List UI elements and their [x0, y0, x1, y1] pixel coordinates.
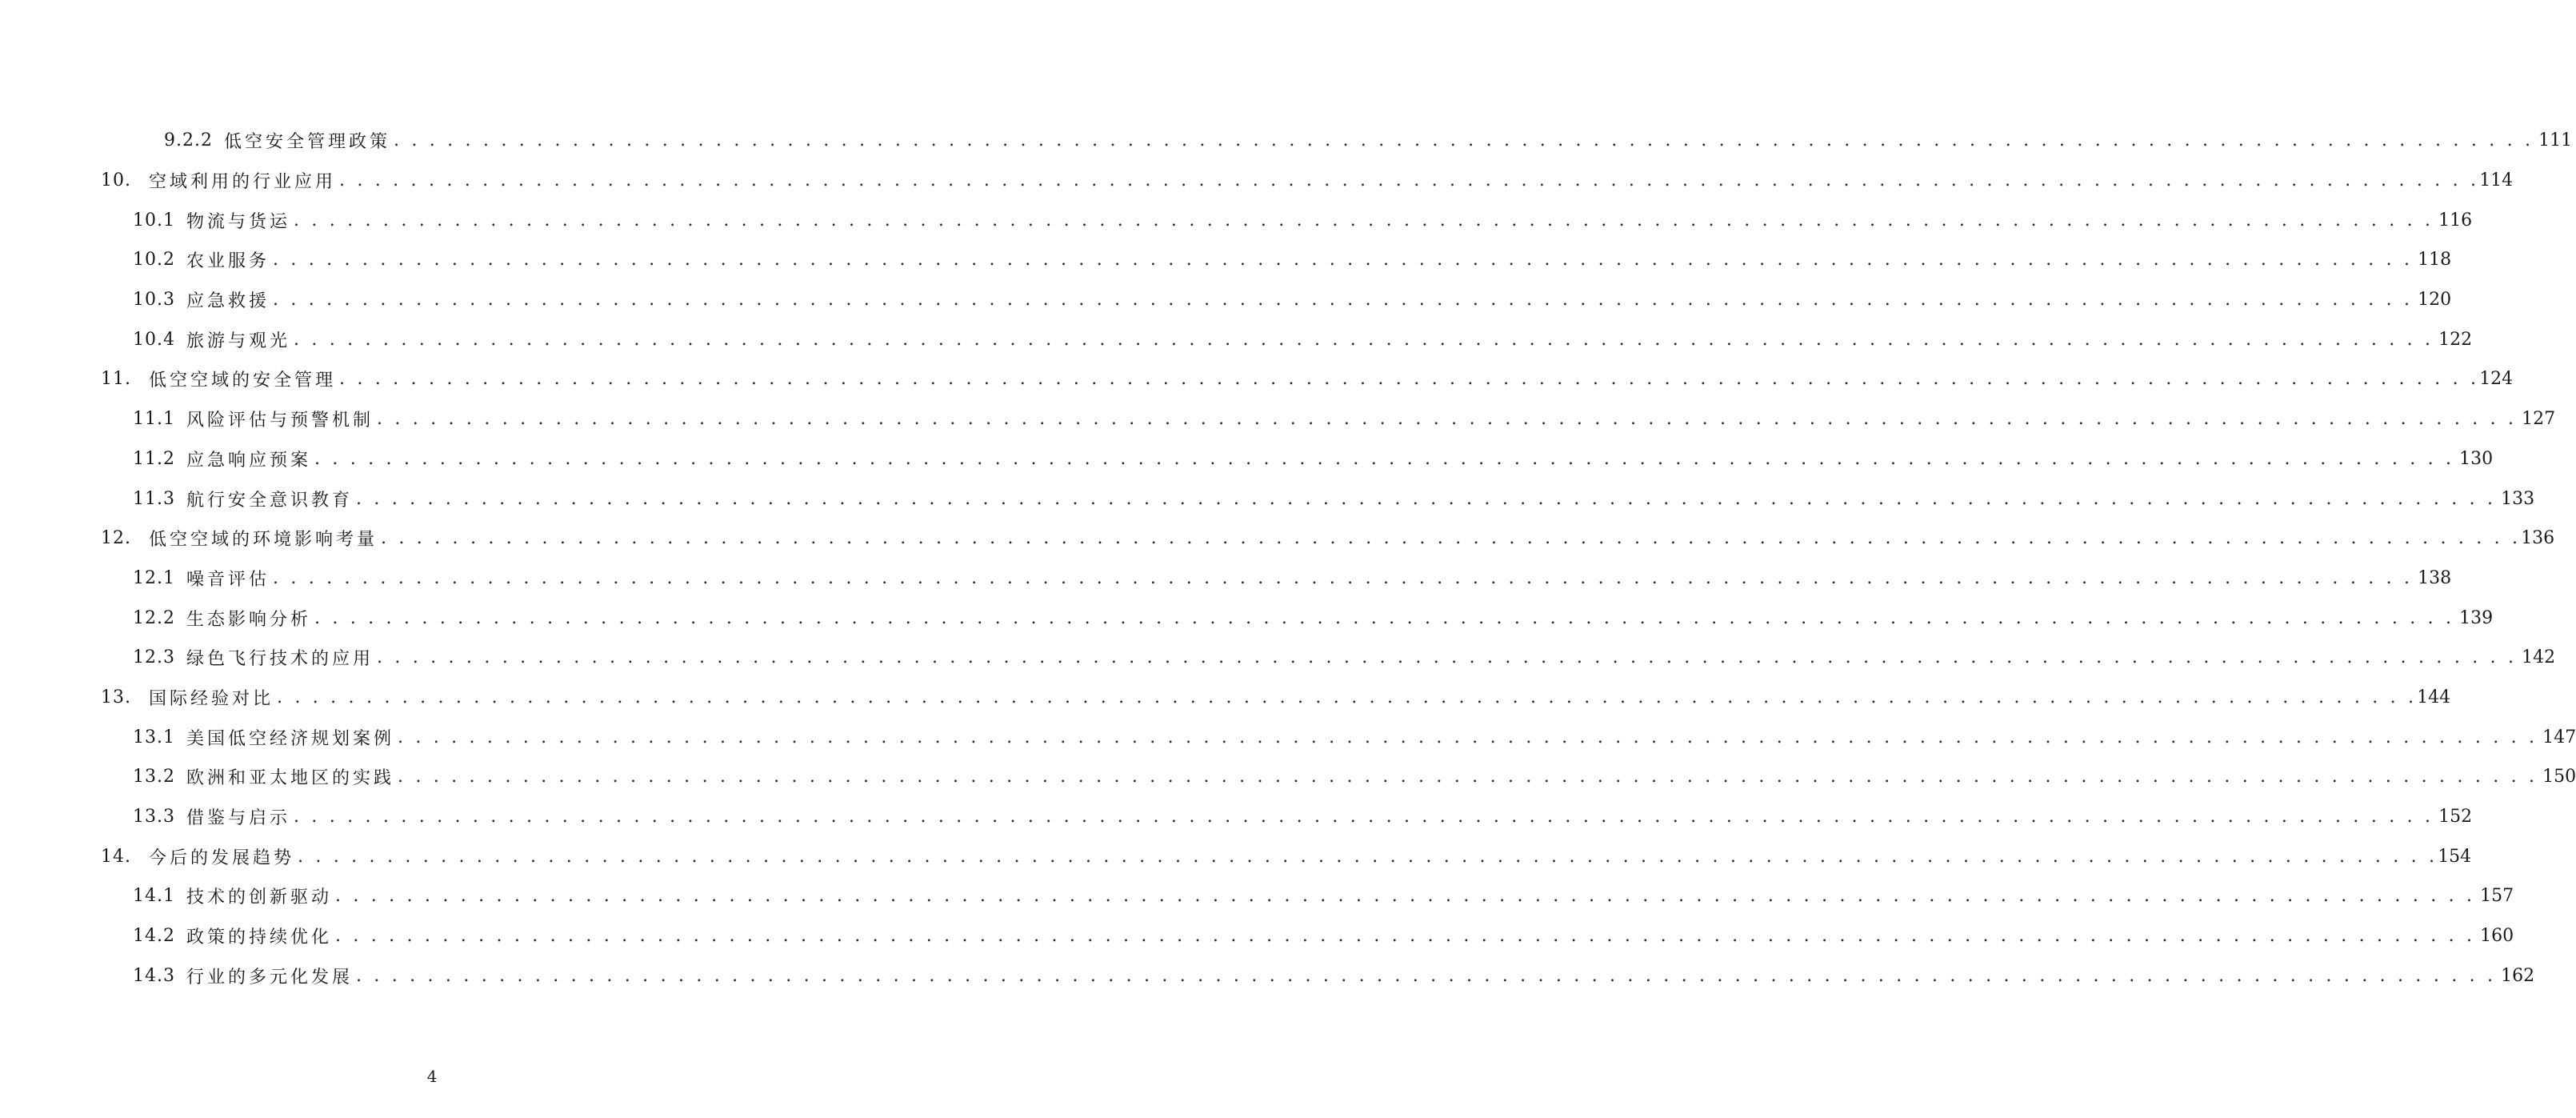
toc-dot-leader: . . . . . . . . . . . . . . . . . . . . . . . . . . . . . . . . . . . . . . . . . . . . . . . . . . . . . . . . . . . . . . . . . . . . . . . . . . . . . . . . . . . . . . . . . . . . . . . . . . . . . . . . . . . . . . . . . . . . . . . .	[294, 807, 2434, 827]
toc-dot-leader: . . . . . . . . . . . . . . . . . . . . . . . . . . . . . . . . . . . . . . . . . . . . . . . . . . . . . . . . . . . . . . . . . . . . . . . . . . . . . . . . . . . . . . . . . . . . . . . . . . . . . . . . . . . . . . . . . . . . . . . .	[381, 528, 2522, 549]
toc-dot-leader: . . . . . . . . . . . . . . . . . . . . . . . . . . . . . . . . . . . . . . . . . . . . . . . . . . . . . . . . . . . . . . . . . . . . . . . . . . . . . . . . . . . . . . . . . . . . . . . . . . . . . . . . . . . . . . . . . . . . . . . .	[339, 369, 2480, 390]
toc-entry-title: 物流与货运	[186, 211, 290, 232]
toc-entry[interactable]	[0, 359, 2514, 399]
toc-entry-page: 124	[2479, 369, 2514, 390]
toc-entry-title: 应急响应预案	[186, 450, 311, 471]
toc-entry[interactable]	[0, 200, 2473, 240]
toc-dot-leader: . . . . . . . . . . . . . . . . . . . . . . . . . . . . . . . . . . . . . . . . . . . . . . . . . . . . . . . . . . . . . . . . . . . . . . . . . . . . . . . . . . . . . . . . . . . . . . . . . . . . . . . . . . . . . . . . . . . . . . . .	[273, 250, 2414, 270]
toc-entry-number: 10.2	[133, 250, 175, 270]
toc-entry[interactable]	[0, 836, 2472, 876]
toc-entry-page: 133	[2501, 488, 2535, 509]
toc-entry[interactable]	[0, 876, 2514, 916]
toc-entry-title: 风险评估与预警机制	[186, 411, 374, 431]
toc-entry[interactable]	[0, 439, 2494, 479]
toc-entry[interactable]	[0, 161, 2514, 201]
toc-entry-page: 114	[2479, 170, 2514, 191]
toc-entry-number: 14.2	[133, 926, 175, 947]
toc-dot-leader: . . . . . . . . . . . . . . . . . . . . . . . . . . . . . . . . . . . . . . . . . . . . . . . . . . . . . . . . . . . . . . . . . . . . . . . . . . . . . . . . . . . . . . . . . . . . . . . . . . . . . . . . . . . . . . . . . . . . . . . .	[273, 567, 2414, 588]
toc-entry-title: 行业的多元化发展	[186, 967, 353, 988]
toc-dot-leader: . . . . . . . . . . . . . . . . . . . . . . . . . . . . . . . . . . . . . . . . . . . . . . . . . . . . . . . . . . . . . . . . . . . . . . . . . . . . . . . . . . . . . . . . . . . . . . . . . . . . . . . . . . . . . . . . . . . . . . . .	[339, 170, 2480, 191]
toc-entry[interactable]	[0, 121, 2573, 161]
toc-entry-number: 11.3	[133, 488, 175, 509]
toc-entry[interactable]	[0, 519, 2555, 559]
toc-entry-title: 低空安全管理政策	[223, 132, 390, 153]
toc-entry[interactable]	[0, 598, 2494, 638]
toc-entry[interactable]	[0, 638, 2556, 678]
toc-entry-title: 技术的创新驱动	[186, 888, 332, 908]
toc-entry-page: 144	[2417, 687, 2451, 707]
toc-entry-number: 11.	[101, 369, 131, 390]
toc-entry-page: 138	[2418, 567, 2452, 588]
toc-dot-leader: . . . . . . . . . . . . . . . . . . . . . . . . . . . . . . . . . . . . . . . . . . . . . . . . . . . . . . . . . . . . . . . . . . . . . . . . . . . . . . . . . . . . . . . . . . . . . . . . . . . . . . . . . . . . . . . . . . . . . . . .	[356, 965, 2497, 986]
toc-entry-page: 130	[2459, 448, 2494, 469]
toc-dot-leader: . . . . . . . . . . . . . . . . . . . . . . . . . . . . . . . . . . . . . . . . . . . . . . . . . . . . . . . . . . . . . . . . . . . . . . . . . . . . . . . . . . . . . . . . . . . . . . . . . . . . . . . . . . . . . . . . . . . . . . . .	[377, 409, 2518, 430]
toc-entry[interactable]	[0, 757, 2576, 797]
toc-dot-leader: . . . . . . . . . . . . . . . . . . . . . . . . . . . . . . . . . . . . . . . . . . . . . . . . . . . . . . . . . . . . . . . . . . . . . . . . . . . . . . . . . . . . . . . . . . . . . . . . . . . . . . . . . . . . . . . . . . . . . . . .	[398, 767, 2538, 787]
toc-entry-number: 12.3	[133, 647, 175, 668]
toc-entry[interactable]	[0, 280, 2452, 320]
table-of-contents	[0, 121, 2576, 996]
toc-entry-title: 旅游与观光	[186, 331, 290, 351]
toc-dot-leader: . . . . . . . . . . . . . . . . . . . . . . . . . . . . . . . . . . . . . . . . . . . . . . . . . . . . . . . . . . . . . . . . . . . . . . . . . . . . . . . . . . . . . . . . . . . . . . . . . . . . . . . . . . . . . . . . . . . . . . . .	[277, 687, 2418, 707]
toc-dot-leader: . . . . . . . . . . . . . . . . . . . . . . . . . . . . . . . . . . . . . . . . . . . . . . . . . . . . . . . . . . . . . . . . . . . . . . . . . . . . . . . . . . . . . . . . . . . . . . . . . . . . . . . . . . . . . . . . . . . . . . . .	[294, 329, 2434, 350]
toc-entry-title: 国际经验对比	[149, 688, 274, 709]
toc-entry-page: 136	[2521, 528, 2555, 549]
toc-entry-number: 10.	[101, 170, 131, 191]
toc-entry-title: 低空空域的安全管理	[149, 371, 337, 391]
toc-entry[interactable]	[0, 559, 2452, 599]
toc-entry-page: 122	[2438, 329, 2473, 350]
toc-entry-title: 低空空域的环境影响考量	[149, 530, 378, 551]
toc-entry-title: 生态影响分析	[186, 609, 311, 630]
toc-entry-page: 150	[2542, 767, 2576, 787]
toc-dot-leader: . . . . . . . . . . . . . . . . . . . . . . . . . . . . . . . . . . . . . . . . . . . . . . . . . . . . . . . . . . . . . . . . . . . . . . . . . . . . . . . . . . . . . . . . . . . . . . . . . . . . . . . . . . . . . . . . . . . . . . . .	[356, 488, 2497, 509]
toc-entry-page: 142	[2522, 647, 2556, 668]
toc-dot-leader: . . . . . . . . . . . . . . . . . . . . . . . . . . . . . . . . . . . . . . . . . . . . . . . . . . . . . . . . . . . . . . . . . . . . . . . . . . . . . . . . . . . . . . . . . . . . . . . . . . . . . . . . . . . . . . . . . . . . . . . .	[335, 886, 2476, 907]
toc-entry-page: 120	[2418, 290, 2452, 311]
toc-entry-number: 11.2	[133, 448, 175, 469]
toc-dot-leader: . . . . . . . . . . . . . . . . . . . . . . . . . . . . . . . . . . . . . . . . . . . . . . . . . . . . . . . . . . . . . . . . . . . . . . . . . . . . . . . . . . . . . . . . . . . . . . . . . . . . . . . . . . . . . . . . . . . . . . . .	[394, 130, 2534, 151]
toc-entry-number: 14.1	[133, 886, 175, 907]
toc-entry-number: 9.2.2	[164, 130, 213, 151]
toc-entry[interactable]	[0, 479, 2535, 519]
toc-entry[interactable]	[0, 797, 2473, 837]
toc-entry-number: 12.	[101, 528, 131, 549]
toc-dot-leader: . . . . . . . . . . . . . . . . . . . . . . . . . . . . . . . . . . . . . . . . . . . . . . . . . . . . . . . . . . . . . . . . . . . . . . . . . . . . . . . . . . . . . . . . . . . . . . . . . . . . . . . . . . . . . . . . . . . . . . . .	[398, 727, 2538, 747]
toc-dot-leader: . . . . . . . . . . . . . . . . . . . . . . . . . . . . . . . . . . . . . . . . . . . . . . . . . . . . . . . . . . . . . . . . . . . . . . . . . . . . . . . . . . . . . . . . . . . . . . . . . . . . . . . . . . . . . . . . . . . . . . . .	[314, 448, 2455, 469]
toc-entry-page: 157	[2480, 886, 2514, 907]
toc-entry-page: 118	[2418, 250, 2452, 270]
toc-entry[interactable]	[0, 319, 2473, 359]
toc-entry[interactable]	[0, 399, 2556, 439]
toc-entry[interactable]	[0, 240, 2452, 280]
toc-entry-title: 今后的发展趋势	[149, 848, 295, 868]
toc-dot-leader: . . . . . . . . . . . . . . . . . . . . . . . . . . . . . . . . . . . . . . . . . . . . . . . . . . . . . . . . . . . . . . . . . . . . . . . . . . . . . . . . . . . . . . . . . . . . . . . . . . . . . . . . . . . . . . . . . . . . . . . .	[314, 607, 2455, 628]
toc-entry-number: 11.1	[133, 409, 175, 430]
toc-entry-number: 13.	[101, 687, 131, 707]
toc-entry-page: 160	[2480, 926, 2514, 947]
toc-entry-page: 116	[2438, 210, 2473, 230]
toc-entry-number: 12.1	[133, 567, 175, 588]
toc-entry[interactable]	[0, 916, 2514, 956]
toc-entry-title: 噪音评估	[186, 569, 270, 590]
toc-entry-title: 借鉴与启示	[186, 808, 290, 829]
toc-entry-title: 空域利用的行业应用	[149, 172, 337, 193]
toc-entry-number: 14.3	[133, 965, 175, 986]
toc-dot-leader: . . . . . . . . . . . . . . . . . . . . . . . . . . . . . . . . . . . . . . . . . . . . . . . . . . . . . . . . . . . . . . . . . . . . . . . . . . . . . . . . . . . . . . . . . . . . . . . . . . . . . . . . . . . . . . . . . . . . . . . .	[273, 290, 2414, 311]
toc-entry[interactable]	[0, 678, 2451, 718]
toc-entry-page: 154	[2438, 846, 2472, 867]
toc-entry-title: 绿色飞行技术的应用	[186, 649, 374, 670]
toc-dot-leader: . . . . . . . . . . . . . . . . . . . . . . . . . . . . . . . . . . . . . . . . . . . . . . . . . . . . . . . . . . . . . . . . . . . . . . . . . . . . . . . . . . . . . . . . . . . . . . . . . . . . . . . . . . . . . . . . . . . . . . . .	[298, 846, 2438, 867]
toc-entry-number: 10.4	[133, 329, 175, 350]
toc-entry-page: 152	[2438, 807, 2473, 827]
toc-entry-page: 127	[2522, 409, 2556, 430]
toc-entry-title: 欧洲和亚太地区的实践	[186, 768, 394, 789]
toc-dot-leader: . . . . . . . . . . . . . . . . . . . . . . . . . . . . . . . . . . . . . . . . . . . . . . . . . . . . . . . . . . . . . . . . . . . . . . . . . . . . . . . . . . . . . . . . . . . . . . . . . . . . . . . . . . . . . . . . . . . . . . . .	[294, 210, 2434, 230]
toc-dot-leader: . . . . . . . . . . . . . . . . . . . . . . . . . . . . . . . . . . . . . . . . . . . . . . . . . . . . . . . . . . . . . . . . . . . . . . . . . . . . . . . . . . . . . . . . . . . . . . . . . . . . . . . . . . . . . . . . . . . . . . . .	[377, 647, 2518, 668]
toc-entry-number: 13.2	[133, 767, 175, 787]
toc-entry-number: 10.1	[133, 210, 175, 230]
toc-entry-title: 政策的持续优化	[186, 928, 332, 948]
toc-entry-title: 农业服务	[186, 251, 270, 272]
toc-dot-leader: . . . . . . . . . . . . . . . . . . . . . . . . . . . . . . . . . . . . . . . . . . . . . . . . . . . . . . . . . . . . . . . . . . . . . . . . . . . . . . . . . . . . . . . . . . . . . . . . . . . . . . . . . . . . . . . . . . . . . . . .	[335, 926, 2476, 947]
toc-entry-number: 10.3	[133, 290, 175, 311]
toc-entry-number: 12.2	[133, 607, 175, 628]
toc-entry-title: 应急救援	[186, 291, 270, 312]
toc-entry-title: 美国低空经济规划案例	[186, 728, 394, 749]
toc-entry-page: 111	[2538, 130, 2573, 151]
toc-entry-title: 航行安全意识教育	[186, 490, 353, 511]
toc-entry[interactable]	[0, 717, 2576, 757]
toc-entry-number: 14.	[101, 846, 131, 867]
toc-entry-page: 139	[2459, 607, 2494, 628]
toc-entry[interactable]	[0, 956, 2535, 996]
toc-entry-number: 13.1	[133, 727, 175, 747]
toc-entry-number: 13.3	[133, 807, 175, 827]
toc-entry-page: 147	[2542, 727, 2576, 747]
page-number: 4	[426, 1067, 438, 1086]
toc-entry-page: 162	[2501, 965, 2535, 986]
